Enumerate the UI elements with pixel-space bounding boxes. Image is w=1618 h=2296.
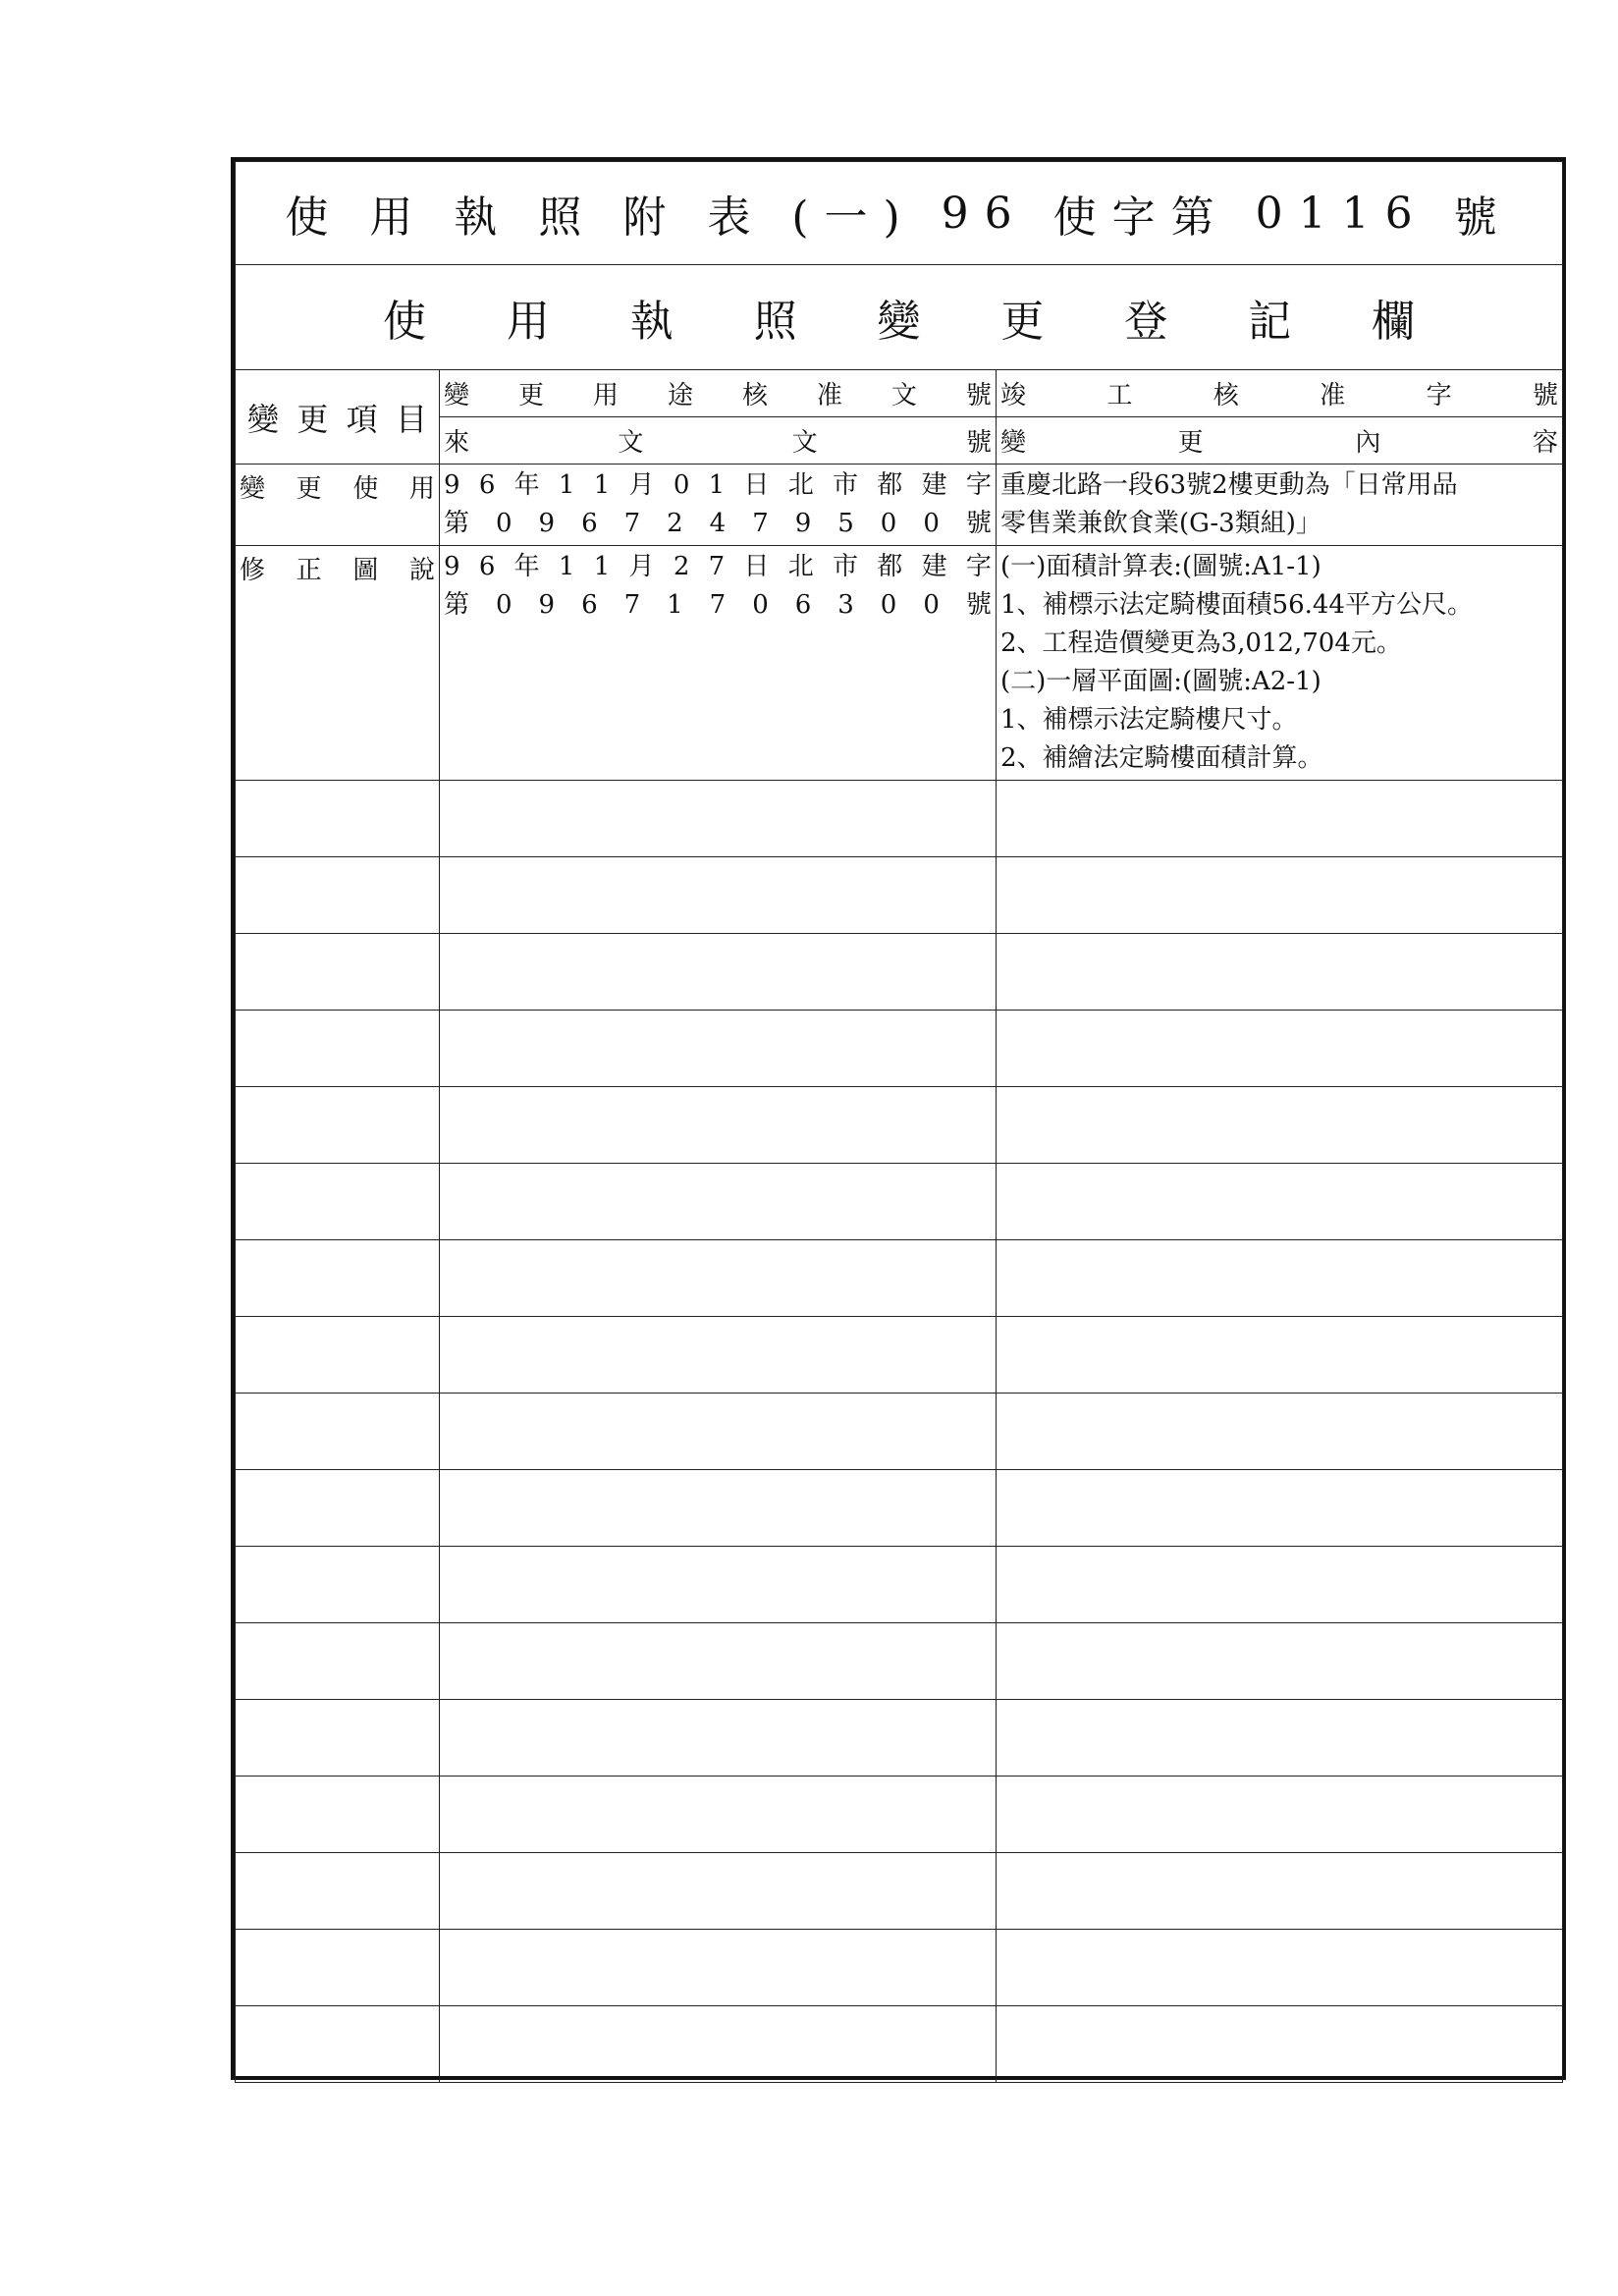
header-char: 號 (1532, 381, 1558, 410)
blank-cell (997, 2006, 1563, 2083)
content-line: 2、補繪法定騎樓面積計算。 (1000, 743, 1323, 773)
blank-row (236, 1623, 1563, 1700)
blank-cell (236, 1240, 440, 1317)
blank-cell (236, 1777, 440, 1853)
title-char: 使 (285, 192, 345, 243)
subtitle-char: 用 (506, 297, 550, 347)
doc-char: 1 (667, 590, 683, 620)
doc-char: 都 (877, 470, 903, 500)
blank-row (236, 1547, 1563, 1623)
title-char: 附 (622, 192, 682, 243)
header-char: 核 (741, 381, 768, 410)
doc-char: 1 (708, 470, 726, 500)
doc-char: 6 (794, 590, 812, 620)
blank-cell (997, 1011, 1563, 1087)
blank-cell (236, 1394, 440, 1470)
header-char: 准 (1320, 381, 1346, 410)
blank-row (236, 1087, 1563, 1164)
title-char: (一) (791, 192, 916, 243)
blank-row (236, 857, 1563, 934)
content-line: 零售業兼飲食業(G-3類組)」 (1000, 509, 1321, 538)
content-line: 1、補標示法定騎樓面積56.44平方公尺。 (1000, 590, 1473, 620)
title-char: 96 (941, 188, 1028, 239)
title-char: 執 (454, 192, 513, 243)
blank-cell (997, 1317, 1563, 1394)
doc-char: 7 (623, 509, 641, 538)
doc-char: 月 (628, 552, 655, 581)
blank-cell (440, 934, 997, 1011)
header-approval-doc-number (440, 370, 997, 417)
entry-item-char: 變 (240, 474, 266, 504)
header-change-content (997, 417, 1563, 465)
blank-row (236, 1011, 1563, 1087)
blank-cell (997, 1853, 1563, 1930)
doc-char: 1 (558, 552, 575, 581)
doc-char: 2 (667, 509, 683, 538)
blank-cell (997, 781, 1563, 857)
header-char: 來 (444, 428, 470, 458)
entry-change-content (997, 546, 1563, 781)
blank-cell (440, 2006, 997, 2083)
blank-cell (997, 934, 1563, 1011)
doc-char: 日 (743, 470, 770, 500)
blank-cell (236, 934, 440, 1011)
header-char: 文 (618, 428, 644, 458)
blank-cell (236, 1087, 440, 1164)
blank-cell (236, 781, 440, 857)
blank-row (236, 1164, 1563, 1240)
doc-char: 3 (837, 590, 854, 620)
header-char: 文 (791, 428, 818, 458)
entry-change-content (997, 465, 1563, 546)
entry-item-char: 更 (296, 474, 322, 504)
blank-row (236, 781, 1563, 857)
blank-cell (440, 1317, 997, 1394)
doc-char: 9 (794, 509, 812, 538)
header-char: 核 (1213, 381, 1239, 410)
blank-cell (440, 1164, 997, 1240)
doc-char: 市 (833, 552, 859, 581)
doc-char: 7 (623, 590, 641, 620)
content-line: 重慶北路一段63號2樓更動為「日常用品 (1000, 470, 1458, 500)
header-char: 變 (444, 381, 470, 410)
title-char: 照 (538, 192, 598, 243)
blank-cell (236, 1547, 440, 1623)
blank-row (236, 1853, 1563, 1930)
title-char: 表 (707, 192, 767, 243)
doc-char: 5 (837, 509, 854, 538)
entry-doc-number (440, 546, 997, 781)
blank-cell (236, 2006, 440, 2083)
subtitle-char: 執 (629, 297, 674, 347)
entry-item-char: 正 (296, 556, 322, 585)
blank-cell (440, 1087, 997, 1164)
subtitle-char: 登 (1124, 297, 1168, 347)
doc-char: 9 (538, 509, 556, 538)
doc-char: 0 (880, 509, 897, 538)
doc-char: 0 (752, 590, 769, 620)
header-char: 項 (346, 400, 378, 438)
blank-cell (236, 1623, 440, 1700)
blank-cell (997, 1087, 1563, 1164)
header-char: 變 (1000, 428, 1027, 458)
blank-row (236, 1777, 1563, 1853)
doc-char: 0 (496, 509, 512, 538)
header-char: 目 (395, 400, 427, 438)
doc-char: 1 (558, 470, 575, 500)
doc-char: 0 (673, 470, 690, 500)
header-char: 更 (297, 400, 329, 438)
doc-char: 0 (923, 509, 940, 538)
table-subtitle (236, 265, 1563, 370)
blank-cell (440, 1240, 997, 1317)
blank-cell (997, 1240, 1563, 1317)
doc-char: 月 (628, 470, 655, 500)
doc-char: 市 (833, 470, 859, 500)
entry-doc-number (440, 465, 997, 546)
doc-char: 第 (444, 590, 470, 620)
doc-char: 年 (513, 470, 540, 500)
header-char: 用 (592, 381, 619, 410)
registration-table (235, 161, 1563, 2083)
doc-char: 北 (787, 470, 814, 500)
doc-char: 7 (708, 552, 726, 581)
subtitle-char: 更 (1000, 297, 1045, 347)
entry-row (236, 465, 1563, 546)
header-char: 更 (1177, 428, 1204, 458)
doc-char: 6 (478, 470, 496, 500)
table-title (236, 162, 1563, 265)
doc-char: 7 (709, 590, 727, 620)
doc-char: 9 (444, 552, 460, 581)
entry-item (236, 465, 440, 546)
content-line: 2、工程造價變更為3,012,704元。 (1000, 629, 1402, 658)
blank-cell (440, 1394, 997, 1470)
header-char: 文 (890, 381, 917, 410)
header-char: 容 (1532, 428, 1558, 458)
registration-sheet (231, 157, 1566, 2080)
entry-item (236, 546, 440, 781)
header-char: 字 (1426, 381, 1452, 410)
blank-cell (236, 1317, 440, 1394)
doc-char: 6 (581, 509, 598, 538)
header-char: 內 (1355, 428, 1381, 458)
blank-cell (440, 781, 997, 857)
doc-char: 4 (709, 509, 727, 538)
doc-char: 6 (581, 590, 598, 620)
blank-cell (440, 1547, 997, 1623)
header-completion-approval-number (997, 370, 1563, 417)
blank-cell (440, 1777, 997, 1853)
doc-char: 9 (444, 470, 460, 500)
title-char: 號 (1453, 192, 1513, 243)
header-char: 更 (517, 381, 544, 410)
content-line: (一)面積計算表:(圖號:A1-1) (1000, 552, 1321, 581)
blank-row (236, 1930, 1563, 2006)
doc-char: 號 (965, 509, 992, 538)
doc-char: 北 (787, 552, 814, 581)
blank-row (236, 1394, 1563, 1470)
blank-cell (236, 857, 440, 934)
content-line: (二)一層平面圖:(圖號:A2-1) (1000, 667, 1321, 696)
subtitle-char: 使 (383, 297, 426, 347)
blank-cell (440, 1011, 997, 1087)
doc-char: 9 (538, 590, 556, 620)
blank-cell (440, 1930, 997, 2006)
doc-char: 都 (877, 552, 903, 581)
blank-cell (440, 1700, 997, 1777)
blank-cell (236, 1470, 440, 1547)
header-char: 號 (965, 428, 992, 458)
header-char: 工 (1106, 381, 1133, 410)
entry-item-char: 圖 (352, 556, 379, 585)
doc-char: 字 (965, 470, 992, 500)
entry-row (236, 546, 1563, 781)
blank-cell (440, 1623, 997, 1700)
blank-row (236, 1317, 1563, 1394)
title-char: 使字第 (1052, 192, 1230, 243)
blank-row (236, 1240, 1563, 1317)
header-char: 變 (247, 400, 280, 438)
header-incoming-doc-number (440, 417, 997, 465)
blank-row (236, 934, 1563, 1011)
blank-cell (236, 1011, 440, 1087)
doc-char: 0 (923, 590, 940, 620)
header-char: 竣 (1000, 381, 1027, 410)
doc-char: 建 (921, 552, 947, 581)
blank-row (236, 1700, 1563, 1777)
subtitle-char: 記 (1248, 297, 1292, 347)
doc-char: 1 (593, 470, 611, 500)
subtitle-char: 欄 (1372, 297, 1415, 347)
blank-cell (997, 1777, 1563, 1853)
blank-cell (236, 1164, 440, 1240)
entry-item-char: 使 (352, 474, 379, 504)
title-char: 用 (369, 192, 429, 243)
header-char: 號 (965, 381, 992, 410)
content-line: 1、補標示法定騎樓尺寸。 (1000, 705, 1298, 735)
blank-row (236, 2006, 1563, 2083)
blank-cell (440, 1853, 997, 1930)
header-char: 准 (816, 381, 842, 410)
header-change-item (236, 370, 440, 465)
blank-cell (997, 1623, 1563, 1700)
title-char: 0116 (1255, 188, 1429, 239)
doc-char: 0 (496, 590, 512, 620)
blank-cell (236, 1853, 440, 1930)
doc-char: 年 (513, 552, 540, 581)
blank-cell (997, 1930, 1563, 2006)
subtitle-char: 變 (877, 297, 921, 347)
doc-char: 建 (921, 470, 947, 500)
entry-item-char: 說 (408, 556, 435, 585)
blank-cell (997, 1394, 1563, 1470)
blank-cell (236, 1700, 440, 1777)
doc-char: 號 (965, 590, 992, 620)
blank-cell (236, 1930, 440, 2006)
doc-char: 日 (743, 552, 770, 581)
blank-cell (440, 1470, 997, 1547)
blank-cell (997, 1547, 1563, 1623)
doc-char: 1 (593, 552, 611, 581)
doc-char: 0 (880, 590, 897, 620)
subtitle-char: 照 (753, 297, 797, 347)
blank-cell (997, 1700, 1563, 1777)
doc-char: 第 (444, 509, 470, 538)
doc-char: 6 (478, 552, 496, 581)
doc-char: 字 (965, 552, 992, 581)
entry-item-char: 用 (408, 474, 435, 504)
blank-cell (997, 1164, 1563, 1240)
blank-cell (997, 1470, 1563, 1547)
blank-row (236, 1470, 1563, 1547)
doc-char: 2 (673, 552, 690, 581)
doc-char: 7 (752, 509, 769, 538)
blank-cell (997, 857, 1563, 934)
header-char: 途 (667, 381, 693, 410)
blank-cell (440, 857, 997, 934)
entry-item-char: 修 (240, 556, 266, 585)
